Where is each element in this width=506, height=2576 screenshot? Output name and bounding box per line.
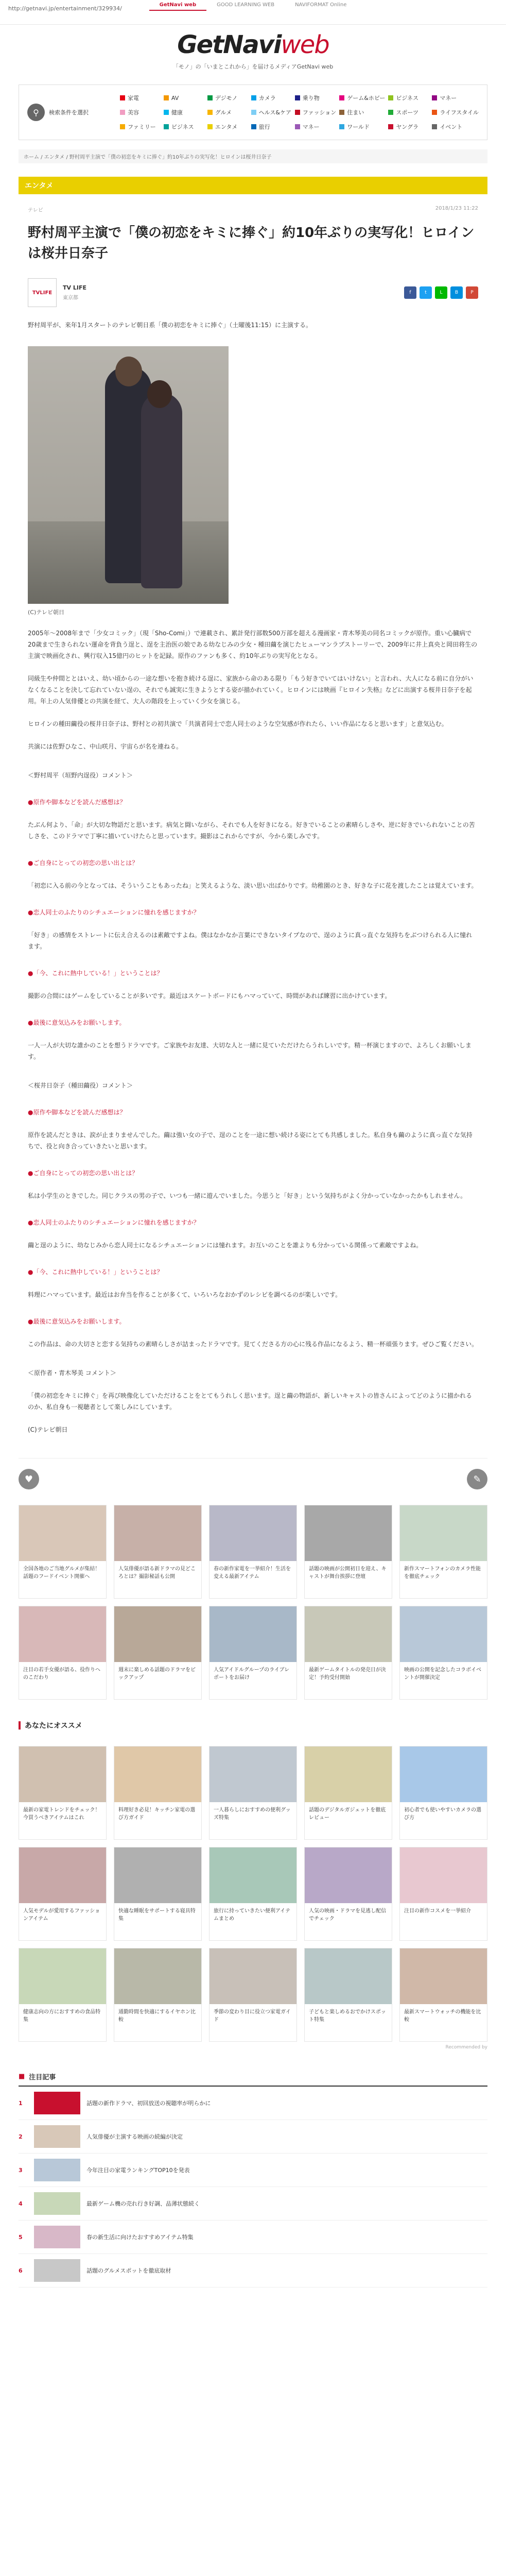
card-thumbnail[interactable] (400, 1848, 487, 1903)
site-logo[interactable] (177, 30, 328, 59)
category-color-icon (120, 95, 125, 100)
card-thumbnail[interactable] (114, 1948, 201, 2004)
category-color-icon (339, 124, 344, 129)
comment-label: ＜原作者・青木琴美 コメント＞ (28, 1369, 116, 1377)
article-card[interactable] (399, 1505, 487, 1599)
category-link[interactable] (164, 108, 204, 116)
hatena-icon[interactable]: B (450, 286, 463, 299)
category-color-icon (388, 95, 393, 100)
category-link[interactable] (339, 123, 385, 131)
card-thumbnail[interactable] (19, 1747, 106, 1802)
article-card[interactable] (304, 1847, 392, 1941)
category-label: グルメ (215, 109, 232, 116)
card-title[interactable]: 最新スマートウォッチの機能を比較 (404, 2009, 481, 2023)
article-card[interactable] (399, 1606, 487, 1700)
category-color-icon (432, 124, 437, 129)
category-color-icon (120, 124, 125, 129)
card-title[interactable]: 最新ゲームタイトルの発売日が決定！予約受付開始 (309, 1667, 386, 1681)
card-title[interactable]: 初心者でも使いやすいカメラの選び方 (404, 1807, 481, 1821)
category-label: ゲーム&ホビー (347, 95, 386, 101)
comment-label: ＜野村周平（垣野内逞役）コメント＞ (28, 772, 133, 779)
category-label: ヤングラ (396, 124, 419, 130)
body-paragraph: 共演には佐野ひなこ、中山咲月、宇宙らが名を連ねる。 (28, 743, 183, 750)
ranking-thumbnail[interactable] (34, 2092, 80, 2114)
body-paragraph: 「初恋に入る前の今となっては、そういうこともあったね」と笑えるような、淡い思い出ばかりです。幼稚園のとき、好きな子に花を渡したことは覚えています。 (28, 882, 478, 889)
card-thumbnail[interactable] (114, 1606, 201, 1662)
category-link[interactable] (295, 123, 337, 131)
author-logo[interactable]: TVLIFE (28, 278, 57, 307)
category-color-icon (295, 95, 300, 100)
network-tab[interactable]: GetNavi web (149, 0, 207, 11)
interview-question: ●最後に意気込みをお願いします。 (28, 1019, 126, 1026)
category-color-icon (164, 124, 169, 129)
ranking-thumbnail[interactable] (34, 2226, 80, 2248)
category-label: スポーツ (396, 109, 418, 116)
category-color-icon (295, 124, 300, 129)
body-paragraph: 原作を読んだときは、涙が止まりませんでした。繭は強い女の子で、逞のことを一途に想い続ける姿にとても共感しました。私自身も繭のように真っ直ぐな気持ちで、役と向き合っていきたいと思います。 (28, 1131, 473, 1150)
network-tab[interactable]: GOOD LEARNING WEB (217, 2, 275, 8)
article-card[interactable] (114, 1606, 202, 1700)
ranking-item[interactable] (19, 2254, 487, 2287)
interview-question: ●原作や脚本などを読んだ感想は？ (28, 1109, 126, 1116)
category-color-icon (339, 95, 344, 100)
interview-question: ●恋人同士のふたりのシチュエーションに憧れを感じますか？ (28, 909, 200, 916)
card-title[interactable]: 季節の変わり目に役立つ家電ガイド (214, 2009, 291, 2023)
rank-number: 4 (19, 2200, 23, 2207)
ranking-title-text[interactable]: 話題のグルメスポットを徹底取材 (86, 2267, 171, 2274)
category-label: ファミリー (128, 124, 156, 130)
rank-number: 6 (19, 2267, 23, 2274)
ranking-item[interactable] (19, 2120, 487, 2154)
pr-label: Recommended by (445, 2045, 487, 2050)
card-thumbnail[interactable] (19, 1948, 106, 2004)
category-link[interactable] (207, 123, 248, 131)
twitter-icon[interactable]: t (420, 286, 432, 299)
article (19, 194, 487, 1435)
search-label: 検索条件を選択 (49, 109, 89, 116)
breadcrumb: ホーム / エンタメ / 野村周平主演で「僕の初恋をキミに捧ぐ」約10年ぶりの実写化！ヒロインは桜井日奈子 (19, 149, 487, 163)
category-label: 家電 (128, 95, 139, 101)
ranking-thumbnail[interactable] (34, 2159, 80, 2181)
ranking-header (19, 2067, 487, 2087)
line-icon[interactable]: L (435, 286, 447, 299)
article-meta (28, 206, 478, 213)
category-color-icon (295, 110, 300, 115)
category-label: ビジネス (171, 124, 194, 130)
category-link[interactable] (251, 94, 292, 102)
category-label: ワールド (347, 124, 370, 130)
article-card[interactable] (399, 1746, 487, 1840)
interview-question: ●原作や脚本などを読んだ感想は？ (28, 799, 126, 806)
publish-date: 2018/1/23 11:22 (435, 206, 478, 211)
body-paragraph: たぶん何より、「命」が大切な物語だと思います。病気と闘いながら、それでも人を好きになる。好きでいることの素晴らしさや、逆に好きでいられないことの苦しさを、このドラマで丁寧に描いていけたらと思っています。撮影はこれからですが、今から楽しみです。 (28, 821, 475, 840)
category-color-icon (251, 110, 256, 115)
body-paragraph: 一人一人が大切な誰かのことを想うドラマです。ご家族やお友達、大切な人と一緒に見ていただけたらうれしいです。精一杯演じますので、よろしくお願いします。 (28, 1042, 472, 1060)
category-label: デジモノ (215, 95, 238, 101)
body-paragraph: 繭と逞のように、幼なじみから恋人同士になるシチュエーションには憧れます。お互いのことを誰よりも分かっている関係って素敵ですよね。 (28, 1242, 423, 1249)
category-color-icon (432, 95, 437, 100)
article-card[interactable] (114, 1746, 202, 1840)
rank-number: 5 (19, 2233, 23, 2241)
article-card[interactable] (304, 1606, 392, 1700)
ranking-title-text[interactable]: 今年注目の家電ランキングTOP10を発表 (86, 2167, 190, 2174)
card-thumbnail[interactable] (400, 1505, 487, 1561)
category-label: 住まい (347, 109, 364, 116)
article-card[interactable] (19, 1948, 107, 2042)
category-label: ファッション (302, 109, 337, 116)
search-icon[interactable]: ⚲ (27, 104, 45, 121)
article-card[interactable] (114, 1847, 202, 1941)
article-card[interactable] (209, 1505, 297, 1599)
article-card[interactable] (19, 1505, 107, 1599)
category-link[interactable] (295, 94, 337, 102)
category-link[interactable] (339, 94, 385, 102)
tagline: 「モノ」の「いまとこれから」を届けるメディアGetNavi web (172, 63, 334, 70)
ranking-icon: ■ (19, 2073, 25, 2080)
category-color-icon (164, 95, 169, 100)
page-url: http://getnavi.jp/entertainment/329934/ (8, 5, 122, 12)
category-link[interactable] (295, 108, 337, 116)
card-title[interactable]: 映画の公開を記念したコラボイベントが開催決定 (404, 1667, 481, 1681)
article-card[interactable] (209, 1948, 297, 2042)
article-card[interactable] (399, 1948, 487, 2042)
category-label: マネー (302, 124, 320, 130)
category-label: 乗り物 (302, 95, 320, 101)
category-link[interactable] (388, 94, 429, 102)
card-title[interactable]: 人気の映画・ドラマを見逃し配信でチェック (309, 1908, 386, 1922)
section-marker (19, 1721, 21, 1730)
ranking-title-text[interactable]: 話題の新作ドラマ、初回放送の視聴率が明らかに (86, 2100, 211, 2107)
article-card[interactable] (304, 1948, 392, 2042)
category-link[interactable] (164, 123, 204, 131)
card-thumbnail[interactable] (305, 1606, 392, 1662)
category-label: ライフスタイル (440, 109, 479, 116)
category-link[interactable] (251, 108, 292, 116)
ranking-title-text[interactable]: 春の新生活に向けたおすすめアイテム特集 (86, 2234, 194, 2241)
ranking-title: 注目記事 (29, 2074, 56, 2081)
card-title[interactable]: 健康志向の方におすすめの食品特集 (23, 2009, 101, 2023)
interview-question: ●ご自身にとっての初恋の思い出とは？ (28, 1170, 138, 1177)
category-label: マネー (440, 95, 457, 101)
category-color-icon (388, 110, 393, 115)
category-link[interactable] (251, 123, 292, 131)
category-link[interactable] (432, 94, 479, 102)
body-paragraph: 撮影の合間にはゲームをしていることが多いです。最近はスケートボードにもハマっていて、時間があれば練習に出かけています。 (28, 992, 391, 999)
ranking-item[interactable] (19, 2087, 487, 2120)
card-thumbnail[interactable] (305, 1948, 392, 2004)
ranking-thumbnail[interactable] (34, 2192, 80, 2215)
interview-question: ●「今、これに熱中している！」ということは？ (28, 1268, 163, 1276)
category-link[interactable] (432, 108, 479, 116)
body-paragraph: この作品は、命の大切さと恋する気持ちの素晴らしさが詰まったドラマです。見てくださる方の心に残る作品になるよう、精一杯頑張ります。ぜひご覧ください。 (28, 1341, 478, 1348)
osusume-header (19, 1720, 487, 1731)
ranking-title-text[interactable]: 人気俳優が主演する映画の続編が決定 (86, 2133, 183, 2140)
logo-get: GetNavi (177, 30, 281, 59)
category-color-icon (251, 124, 256, 129)
card-thumbnail[interactable] (114, 1848, 201, 1903)
byline (28, 278, 478, 307)
category-nav (19, 84, 487, 140)
interview-question: ●ご自身にとっての初恋の思い出とは？ (28, 859, 138, 867)
logo-web: web (281, 30, 329, 59)
related-grid (19, 1505, 487, 1700)
card-title[interactable]: 最新の家電トレンドをチェック！今買うべきアイテムはこれ (23, 1807, 100, 1821)
article-headline: 野村周平主演で「僕の初恋をキミに捧ぐ」約10年ぶりの実写化！ヒロインは桜井日奈子 (28, 225, 475, 261)
body-paragraph: ヒロインの種田繭役の桜井日奈子は、野村との初共演で「共演者同士で恋人同士のような空気感が作れたら、いい作品になると思います」と意気込む。 (28, 720, 448, 727)
rank-number: 1 (19, 2099, 23, 2107)
author-name[interactable]: TV LIFE (63, 284, 86, 291)
category-link[interactable] (120, 123, 161, 131)
ranking-thumbnail[interactable] (34, 2259, 80, 2282)
body-paragraph: 同級生や仲間ととはいえ、幼い頃からの一途な想いを抱き続ける逞に、家族から命のある限り「もう好きでいてはいけない」と言われ、大人になる前に自分がいなくなることを決して忘れていない逞の、それでも誠実に生きようとする姿が描かれていく。ヒロインには映画『ヒロイン失格』などに出演する桜井日奈子を起用。年上の人気俳優との共演を経て、大人の階段を上っていく少女を演じる。 (28, 675, 474, 705)
osusume-grid (19, 1746, 487, 2042)
category-color-icon (207, 110, 213, 115)
card-title[interactable]: 人気俳優が語る新ドラマの見どころとは？撮影秘話も公開 (118, 1566, 196, 1580)
bottom-share-bar (19, 1458, 487, 1489)
card-title[interactable]: 週末に楽しめる話題のドラマをピックアップ (118, 1667, 196, 1681)
category-color-icon (120, 110, 125, 115)
body-paragraph: 私は小学生のときでした。同じクラスの男の子で、いつも一緒に遊んでいました。今思うと「好き」という気持ちがよく分かっていなかったかもしれません。 (28, 1192, 467, 1199)
category-link[interactable] (388, 123, 429, 131)
card-thumbnail[interactable] (19, 1848, 106, 1903)
article-card[interactable] (399, 1847, 487, 1941)
card-title[interactable]: 春の新作家電を一挙紹介！生活を変える最新アイテム (214, 1566, 291, 1580)
body-paragraph: 2005年～2008年まで「少女コミック」（現「Sho-Comi」）で連載され、累計発行部数500万部を超える漫画家・青木琴美の同名コミックが原作。重い心臓病で20歳まで生きられない運命を背負う逞と、逞を主治医の娘である幼なじみの少女・種田繭を演じたヒューマンラブストーリーで、2009年に井上真央と岡田将生の主演で映画化され、興行収入15億円のヒットを記録。原作のファンも多く、約10年ぶりの実写化となる。 (28, 630, 478, 659)
article-body (28, 628, 478, 1435)
card-thumbnail[interactable] (305, 1848, 392, 1903)
card-thumbnail[interactable] (210, 1505, 296, 1561)
ranking-thumbnail[interactable] (34, 2125, 80, 2148)
article-lede: 野村周平が、来年1月スタートのテレビ朝日系「僕の初恋をキミに捧ぐ」（土曜後11:15）に主演する。 (28, 321, 312, 329)
card-thumbnail[interactable] (210, 1606, 296, 1662)
card-title[interactable]: 旅行に持っていきたい便利アイテムまとめ (214, 1908, 291, 1922)
article-card[interactable] (19, 1746, 107, 1840)
article-card[interactable] (114, 1948, 202, 2042)
card-title[interactable]: 快適な睡眠をサポートする寝具特集 (118, 1908, 196, 1922)
ranking-item[interactable] (19, 2187, 487, 2221)
category-color-icon (207, 124, 213, 129)
category-color-icon (339, 110, 344, 115)
category-link[interactable] (388, 108, 429, 116)
interview-question: ●恋人同士のふたりのシチュエーションに憧れを感じますか？ (28, 1219, 200, 1226)
category-color-icon (251, 95, 256, 100)
card-title[interactable]: 話題のデジタルガジェットを徹底レビュー (309, 1807, 386, 1821)
card-thumbnail[interactable] (400, 1606, 487, 1662)
top-bar (0, 0, 506, 25)
section-bar: エンタメ (19, 177, 487, 194)
category-color-icon (164, 110, 169, 115)
body-paragraph: 「好き」の感情をストレートに伝え合えるのは素敵ですよね。僕はなかなか言葉にできないタイプなので、逞のように真っ直ぐな気持ちをぶつけられる人に憧れます。 (28, 931, 473, 950)
rank-number: 2 (19, 2133, 23, 2140)
card-thumbnail[interactable] (114, 1505, 201, 1561)
article-card[interactable] (19, 1847, 107, 1941)
category-label: ヘルス&ケア (258, 109, 292, 116)
article-card[interactable] (304, 1505, 392, 1599)
interview-question: ●最後に意気込みをお願いします。 (28, 1318, 126, 1325)
category-label: ビジネス (396, 95, 419, 101)
body-paragraph: (C)テレビ朝日 (28, 1426, 68, 1433)
card-title[interactable]: 注目の若手女優が語る、役作りへのこだわり (23, 1667, 100, 1681)
article-photo (28, 346, 229, 604)
ranking-title-text[interactable]: 最新ゲーム機の売れ行き好調、品薄状態続く (86, 2200, 200, 2207)
article-card[interactable] (209, 1847, 297, 1941)
category-list (110, 94, 479, 131)
interview-question: ●「今、これに熱中している！」ということは？ (28, 970, 163, 977)
category-link[interactable] (432, 123, 479, 131)
category-link[interactable] (120, 94, 161, 102)
ranking-item[interactable] (19, 2221, 487, 2254)
category-link[interactable] (339, 108, 385, 116)
tweet-icon[interactable]: ✎ (467, 1469, 487, 1489)
category-link[interactable] (207, 108, 248, 116)
card-title[interactable]: 料理好き必見！キッチン家電の選び方ガイド (118, 1807, 196, 1821)
author-location: 東京都 (63, 295, 78, 301)
ranking-item[interactable] (19, 2154, 487, 2187)
card-thumbnail[interactable] (19, 1606, 106, 1662)
category-label: 美容 (128, 109, 139, 116)
brand-header (0, 25, 506, 76)
card-title[interactable]: 新作スマートフォンのカメラ性能を徹底チェック (404, 1566, 481, 1580)
category-link[interactable] (164, 94, 204, 102)
category-label: カメラ (258, 95, 276, 101)
card-thumbnail[interactable] (400, 1948, 487, 2004)
search-control[interactable] (27, 104, 110, 121)
card-title[interactable]: 子どもと楽しめるおでかけスポット特集 (309, 2009, 386, 2023)
body-paragraph: 料理にハマっています。最近はお弁当を作ることが多くて、いろいろなおかずのレシピを調べるのが楽しいです。 (28, 1291, 342, 1298)
card-title[interactable]: 全国各地のご当地グルメが集結！話題のフードイベント開催へ (23, 1566, 100, 1580)
category-label: イベント (440, 124, 463, 130)
card-title[interactable]: 一人暮らしにおすすめの便利グッズ特集 (214, 1807, 291, 1821)
category-label: 旅行 (258, 124, 270, 130)
category-color-icon (432, 110, 437, 115)
body-paragraph: 「僕の初恋をキミに捧ぐ」を再び映像化していただけることをとてもうれしく思います。逞と繭の物語が、新しいキャストの皆さんによってどのように描かれるのか、私自身も一視聴者として楽しみにしています。 (28, 1392, 473, 1411)
card-thumbnail[interactable] (305, 1747, 392, 1802)
category-color-icon (388, 124, 393, 129)
network-tab[interactable]: NAVIFORMAT Online (295, 2, 347, 8)
card-thumbnail[interactable] (210, 1848, 296, 1903)
card-thumbnail[interactable] (210, 1948, 296, 2004)
card-title[interactable]: 人気モデルが愛用するファッションアイテム (23, 1908, 100, 1922)
category-label: AV (171, 94, 179, 101)
network-tabs (149, 0, 357, 11)
card-thumbnail[interactable] (210, 1747, 296, 1802)
category-label: 健康 (171, 109, 183, 116)
article-card[interactable] (19, 1606, 107, 1700)
category-link[interactable] (120, 108, 161, 116)
card-title[interactable]: 人気アイドルグループのライブレポートをお届け (214, 1667, 290, 1681)
card-title[interactable]: 注目の新作コスメを一挙紹介 (404, 1908, 471, 1914)
card-title[interactable]: 話題の映画が公開初日を迎え、キャストが舞台挨拶に登壇 (309, 1566, 387, 1580)
article-card[interactable] (209, 1606, 297, 1700)
osusume-title: あなたにオススメ (25, 1722, 82, 1730)
author (28, 278, 86, 307)
card-thumbnail[interactable] (400, 1747, 487, 1802)
article-card[interactable] (114, 1505, 202, 1599)
card-title[interactable]: 通勤時間を快適にするイヤホン比較 (118, 2009, 196, 2023)
category-label: エンタメ (215, 124, 238, 130)
pocket-icon[interactable]: P (466, 286, 478, 299)
article-card[interactable] (209, 1746, 297, 1840)
card-thumbnail[interactable] (305, 1505, 392, 1561)
card-thumbnail[interactable] (114, 1747, 201, 1802)
comment-label: ＜桜井日奈子（種田繭役）コメント＞ (28, 1082, 133, 1089)
share-buttons (404, 286, 478, 299)
category-link[interactable] (207, 94, 248, 102)
rank-number: 3 (19, 2166, 23, 2174)
article-card[interactable] (304, 1746, 392, 1840)
facebook-icon[interactable]: f (404, 286, 416, 299)
photo-caption: (C)テレビ朝日 (28, 609, 65, 616)
category-tag[interactable]: テレビ (28, 208, 43, 213)
ranking-section (19, 2067, 487, 2287)
card-thumbnail[interactable] (19, 1505, 106, 1561)
category-color-icon (207, 95, 213, 100)
like-icon[interactable]: ♥ (19, 1469, 39, 1489)
